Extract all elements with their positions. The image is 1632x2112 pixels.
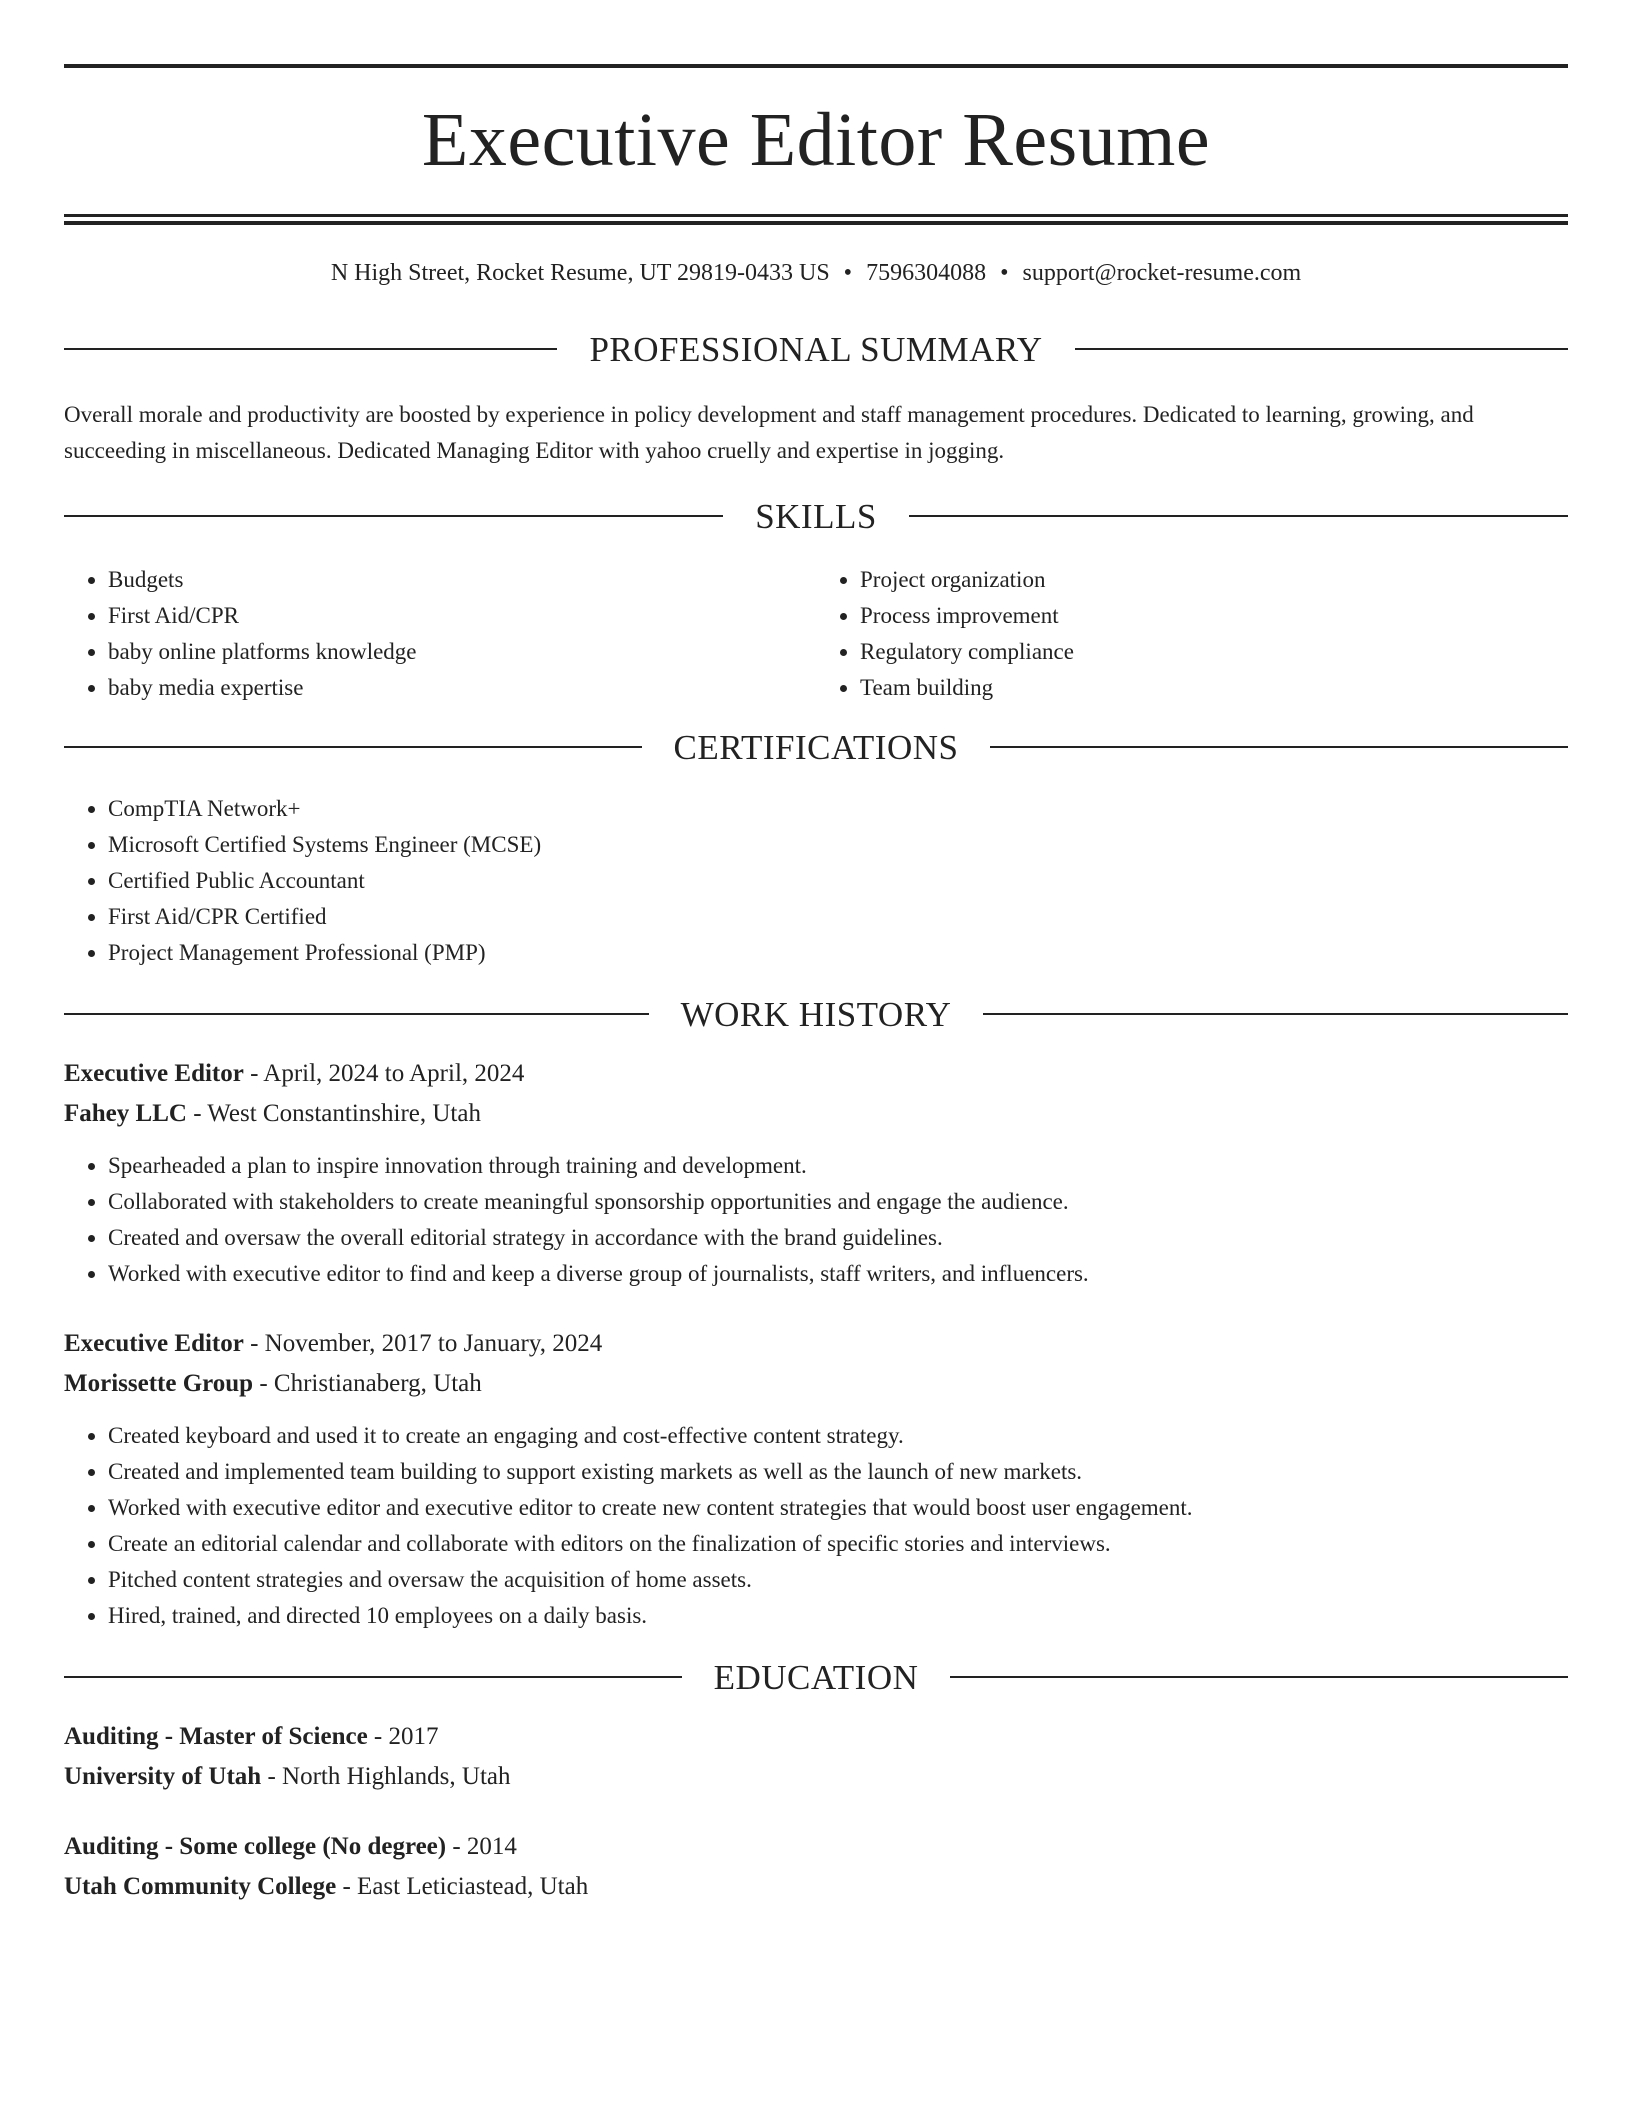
contact-separator: • (1000, 260, 1009, 286)
skills-right-column (816, 562, 1568, 706)
job-title-line (64, 1054, 1568, 1094)
education-school-line (64, 1757, 1568, 1797)
heading-rule (64, 1676, 682, 1678)
job-bullet: • Created keyboard and used it to create an engaging and cost-effective content strategy. (108, 1418, 1568, 1454)
skills-heading (64, 496, 1568, 536)
job-bullet: • Worked with executive editor and executive editor to create new content strategies that would boost user engagement. (108, 1490, 1568, 1526)
job-bullets (64, 1418, 1568, 1634)
heading-rule (990, 746, 1568, 748)
job-company-line (64, 1094, 1568, 1134)
education-location: - East Leticiastead, Utah (336, 1872, 589, 1900)
certification-item: • Project Management Professional (PMP) (108, 935, 1568, 971)
certification-item: • Microsoft Certified Systems Engineer (MCSE) (108, 827, 1568, 863)
summary-heading (64, 329, 1568, 369)
work-history-heading (64, 994, 1568, 1034)
job-title: Executive Editor (64, 1059, 244, 1087)
education-location: - North Highlands, Utah (261, 1762, 511, 1790)
skills-left-column (64, 562, 816, 706)
skill-item: • Process improvement (860, 598, 1568, 634)
heading-rule (950, 1676, 1568, 1678)
heading-rule (64, 1013, 649, 1015)
skill-item: • First Aid/CPR (108, 598, 816, 634)
job-bullet: • Collaborated with stakeholders to create meaningful sponsorship opportunities and engage the audience. (108, 1184, 1568, 1220)
job-bullet: • Pitched content strategies and oversaw the acquisition of home assets. (108, 1562, 1568, 1598)
education-school-line (64, 1867, 1568, 1907)
top-rule (64, 64, 1568, 68)
education-entry (64, 1827, 1568, 1907)
title-double-rule (64, 214, 1568, 217)
heading-rule (64, 746, 642, 748)
job-title: Executive Editor (64, 1329, 244, 1357)
job-location: - West Constantinshire, Utah (186, 1099, 481, 1127)
job-bullet: • Spearheaded a plan to inspire innovation through training and development. (108, 1148, 1568, 1184)
job-dates: - November, 2017 to January, 2024 (243, 1329, 603, 1357)
education-heading-label: EDUCATION (713, 1657, 919, 1697)
contact-address: N High Street, Rocket Resume, UT 29819-0433 US (330, 260, 830, 286)
skills-heading-label: SKILLS (755, 496, 877, 536)
certifications-list (64, 791, 1568, 971)
job-bullet: • Create an editorial calendar and collaborate with editors on the finalization of specific stories and interviews. (108, 1526, 1568, 1562)
contact-line (64, 259, 1568, 288)
education-school: Utah Community College (64, 1872, 337, 1900)
contact-email: support@rocket-resume.com (1022, 260, 1302, 286)
education-year: - 2014 (446, 1832, 517, 1860)
education-degree-line (64, 1717, 1568, 1757)
skill-item: • Team building (860, 670, 1568, 706)
certifications-heading (64, 727, 1568, 767)
heading-rule (64, 515, 723, 517)
job-company: Fahey LLC (64, 1099, 187, 1127)
skill-item: • baby online platforms knowledge (108, 634, 816, 670)
education-entry (64, 1717, 1568, 1797)
job-entry (64, 1054, 1568, 1292)
contact-phone: 7596304088 (866, 260, 987, 286)
heading-rule (909, 515, 1568, 517)
job-bullets (64, 1148, 1568, 1292)
job-title-line (64, 1324, 1568, 1364)
education-heading (64, 1657, 1568, 1697)
education-degree-line (64, 1827, 1568, 1867)
heading-rule (64, 348, 557, 350)
skill-item: • Regulatory compliance (860, 634, 1568, 670)
education-degree: Auditing - Some college (No degree) (64, 1832, 447, 1860)
skill-item: • baby media expertise (108, 670, 816, 706)
summary-heading-label: PROFESSIONAL SUMMARY (589, 329, 1043, 369)
certification-item: • First Aid/CPR Certified (108, 899, 1568, 935)
heading-rule (983, 1013, 1568, 1015)
certification-item: • CompTIA Network+ (108, 791, 1568, 827)
contact-separator: • (843, 260, 853, 286)
skill-item: • Project organization (860, 562, 1568, 598)
education-school: University of Utah (64, 1762, 262, 1790)
job-dates: - April, 2024 to April, 2024 (243, 1059, 525, 1087)
summary-text: Overall morale and productivity are boosted by experience in policy development and staff management procedures. Dedicated to learning, growing, and succeeding in miscellaneous. Dedicated Managing Editor with yahoo cruelly and expertise in jogging. (64, 401, 1474, 463)
work-history-heading-label: WORK HISTORY (680, 994, 952, 1034)
certifications-heading-label: CERTIFICATIONS (673, 727, 959, 767)
job-company: Morissette Group (64, 1369, 254, 1397)
skills-list (64, 562, 1568, 706)
job-location: - Christianaberg, Utah (253, 1369, 482, 1397)
job-company-line (64, 1364, 1568, 1404)
education-degree: Auditing - Master of Science (64, 1722, 368, 1750)
job-bullet: • Worked with executive editor to find and keep a diverse group of journalists, staff writers, and influencers. (108, 1256, 1568, 1292)
job-bullet: • Hired, trained, and directed 10 employees on a daily basis. (108, 1598, 1568, 1634)
skill-item: • Budgets (108, 562, 816, 598)
certification-item: • Certified Public Accountant (108, 863, 1568, 899)
job-bullet: • Created and implemented team building to support existing markets as well as the launch of new markets. (108, 1454, 1568, 1490)
job-bullet: • Created and oversaw the overall editorial strategy in accordance with the brand guidelines. (108, 1220, 1568, 1256)
education-year: - 2017 (367, 1722, 439, 1750)
resume-title: Executive Editor Resume (421, 98, 1211, 182)
heading-rule (1075, 348, 1568, 350)
job-entry (64, 1324, 1568, 1634)
